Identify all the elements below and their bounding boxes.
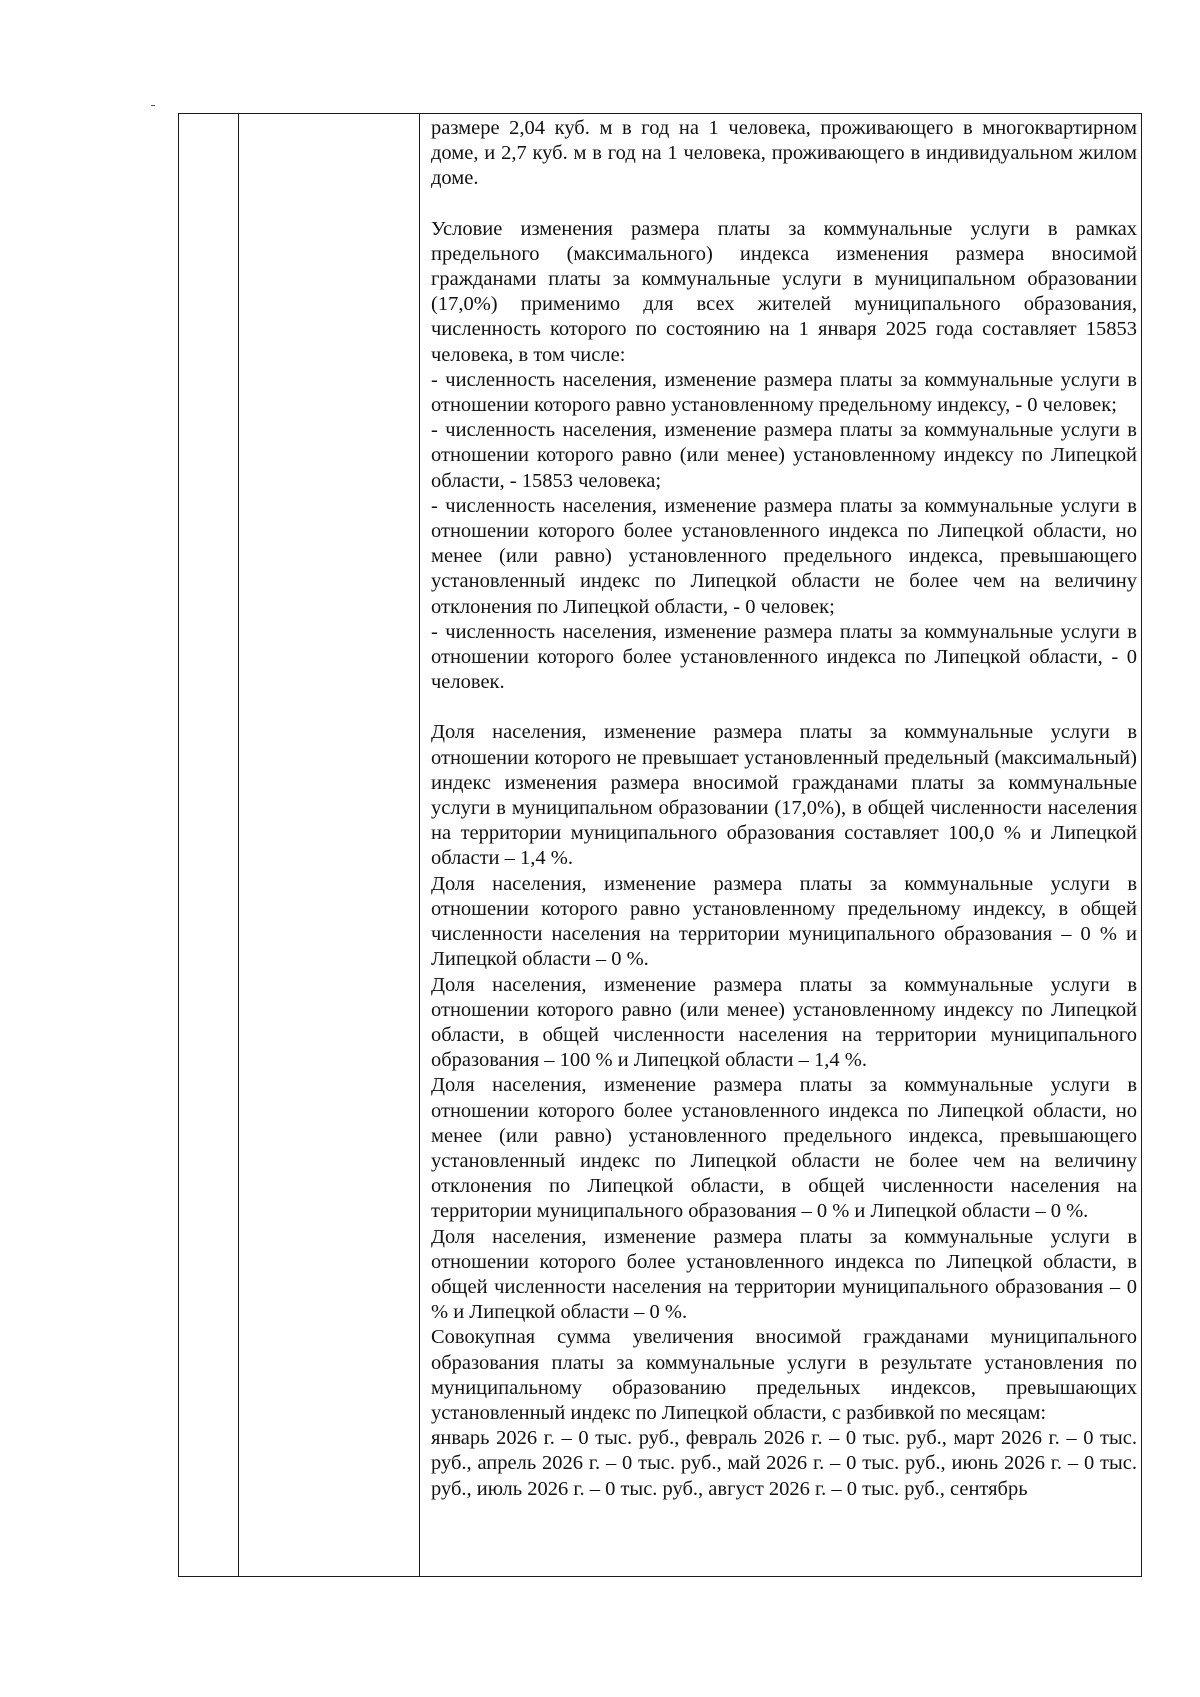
list-item-population-le-region: - численность населения, изменение размера платы за коммунальные услуги в отношении которого равно (или менее) установленному индексу по Липецкой области, - 15853 человека;	[431, 419, 1137, 492]
paragraph-gap	[431, 192, 1137, 217]
column-divider-2	[419, 114, 420, 1576]
paragraph-share-not-exceed: Доля населения, изменение размера платы за коммунальные услуги в отношении которого не превышает установленный предельный (максимальный) индекс изменения размера вносимой гражданами платы за коммунальные услуги в муниципальном образовании (17,0%), в общей численности населения на территории муниципального образования составляет 100,0 % и Липецкой области – 1,4 %.	[431, 721, 1137, 870]
description-cell	[431, 116, 1137, 1502]
list-item-population-above-region: - численность населения, изменение размера платы за коммунальные услуги в отношении которого более установленного индекса по Липецкой области, - 0 человек.	[431, 620, 1137, 694]
list-item-population-equal-limit: - численность населения, изменение размера платы за коммунальные услуги в отношении которого равно установленному предельному индексу, - 0 человек;	[431, 368, 1137, 417]
paragraph-total-increase: Совокупная сумма увеличения вносимой гражданами муниципального образования платы за коммунальные услуги в результате установления по муниципальному образованию предельных индексов, превышающих установленный индекс по Липецкой области, с разбивкой по месяцам:	[431, 1326, 1137, 1424]
paragraph-share-le-region: Доля населения, изменение размера платы за коммунальные услуги в отношении которого равно (или менее) установленному индексу по Липецкой области, в общей численности населения на территории муниципального образования – 100 % и Липецкой области – 1,4 %.	[431, 973, 1137, 1072]
paragraph-gap	[431, 695, 1137, 720]
column-divider-1	[238, 114, 239, 1576]
paragraph-share-above-region: Доля населения, изменение размера платы за коммунальные услуги в отношении которого более установленного индекса по Липецкой области, в общей численности населения на территории муниципального образования – 0 % и Липецкой области – 0 %.	[431, 1225, 1137, 1324]
document-table	[178, 113, 1142, 1577]
paragraph-share-between: Доля населения, изменение размера платы за коммунальные услуги в отношении которого более установленного индекса по Липецкой области, но менее (или равно) установленного предельного индекса, превышающего установленный индекс по Липецкой области не более чем на величину отклонения по Липецкой области, в общей численности населения на территории муниципального образования – 0 % и Липецкой области – 0 %.	[431, 1074, 1137, 1223]
paragraph-share-equal-limit: Доля населения, изменение размера платы за коммунальные услуги в отношении которого равно установленному предельному индексу, в общей численности населения на территории муниципального образования – 0 % и Липецкой области – 0 %.	[431, 872, 1137, 971]
paragraph-water-norms: размере 2,04 куб. м в год на 1 человека, проживающего в многоквартирном доме, и 2,7 куб. м в год на 1 человека, проживающего в индивидуальном жилом доме.	[431, 117, 1137, 190]
list-item-population-between: - численность населения, изменение размера платы за коммунальные услуги в отношении которого более установленного индекса по Липецкой области, но менее (или равно) установленного предельного индекса, превышающего установленный индекс по Липецкой области не более чем на величину отклонения по Липецкой области, - 0 человек;	[431, 494, 1137, 618]
paragraph-monthly-breakdown: январь 2026 г. – 0 тыс. руб., февраль 2026 г. – 0 тыс. руб., март 2026 г. – 0 тыс. руб., апрель 2026 г. – 0 тыс. руб., май 2026 г. – 0 тыс. руб., июнь 2026 г. – 0 тыс. руб., июль 2026 г. – 0 тыс. руб., август 2026 г. – 0 тыс. руб., сентябрь	[431, 1427, 1137, 1500]
paragraph-condition: Условие изменения размера платы за коммунальные услуги в рамках предельного (максимального) индекса изменения размера вносимой гражданами платы за коммунальные услуги в муниципальном образовании (17,0%) применимо для всех жителей муниципального образования, численность которого по состоянию на 1 января 2025 года составляет 15853 человека, в том числе:	[431, 217, 1137, 366]
scan-artifact	[151, 105, 155, 106]
